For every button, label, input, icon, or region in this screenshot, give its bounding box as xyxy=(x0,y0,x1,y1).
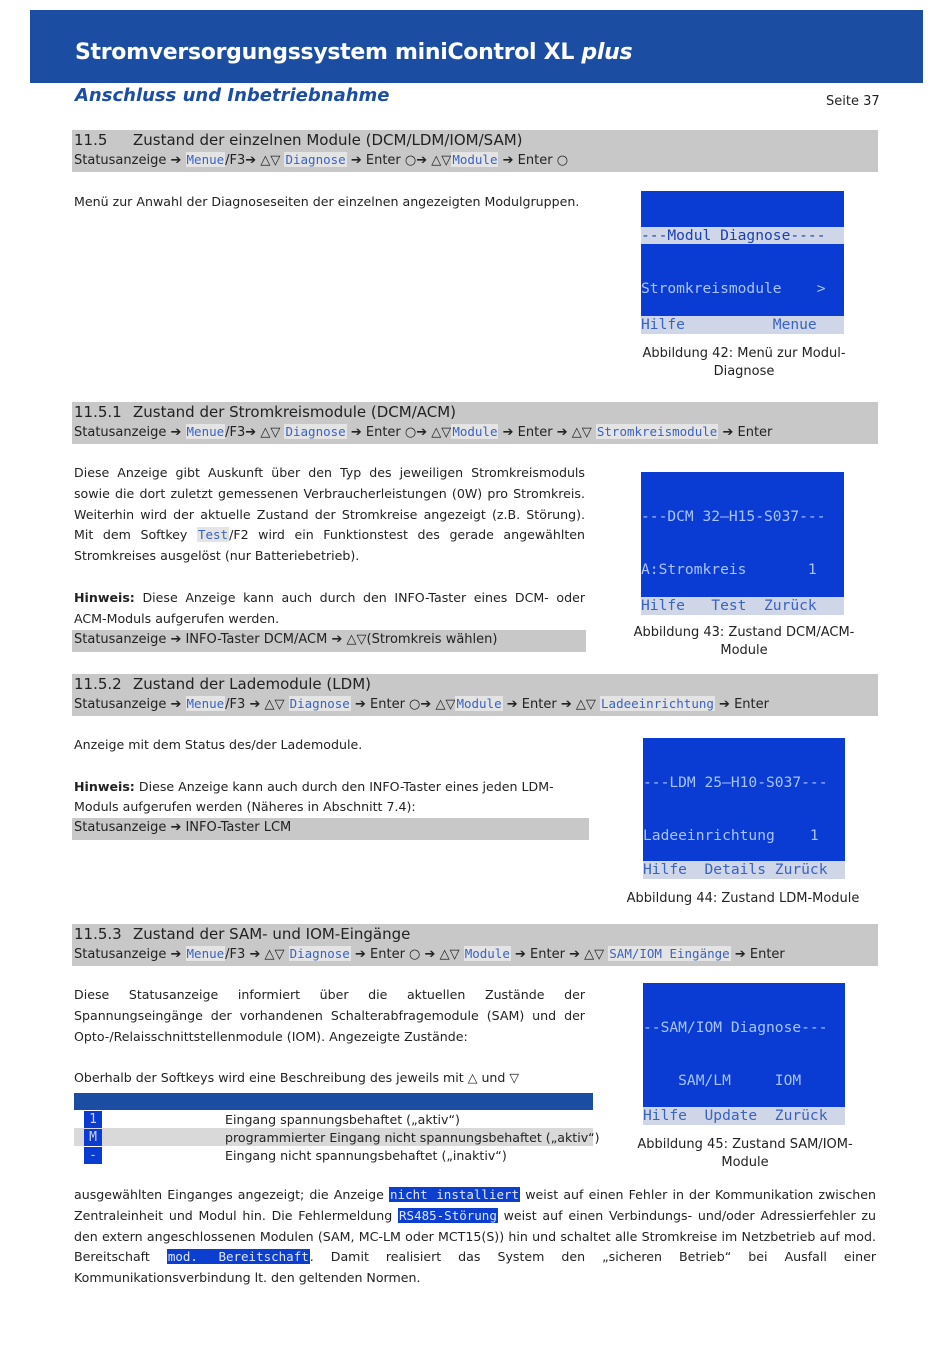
section-header-11-5-1 xyxy=(72,402,878,444)
lcd-line: ---DCM 32—H15-S037--- xyxy=(641,507,826,525)
lcd-line: A:Stromkreis 1 xyxy=(641,560,817,578)
lcd-line: SAM/LM IOM xyxy=(643,1071,802,1089)
info-path-bar: Statusanzeige ➔ INFO-Taster LCM xyxy=(72,818,589,840)
table-row: 1 Eingang spannungsbehaftet („aktiv“) xyxy=(74,1110,593,1128)
navigation-path: Statusanzeige ➔ Menue/F3 ➔ △▽ Diagnose ➔ Enter ○ ➔ △▽ Module ➔ Enter ➔ △▽ SAM/IOM Eingänge ➔ Enter xyxy=(74,946,785,962)
lcd-softkeys: Hilfe Details Zurück xyxy=(643,861,845,879)
figure-caption: Abbildung 42: Menü zur Modul-Diagnose xyxy=(642,346,846,379)
section-text: Diese Anzeige gibt Auskunft über den Typ des jeweiligen Stromkreismoduls sowie die dort zuletzt gemessenen Verbraucherleistungen (0W) pro Stromkreis. Weiterhin wird der aktuelle Zustand der Stromkreise angezeigt (z.B. Störung). Mit dem Softkey Test/F2 wird ein Funktionstest des gerade angewählten Stromkreises ausgelöst (nur Batteriebetrieb). Hinweis: Diese Anzeige kann auch durch den INFO-Taster eines DCM- oder ACM-Moduls aufgerufen werden. xyxy=(74,465,586,626)
lcd-line: ---Modul Diagnose---- xyxy=(641,227,844,245)
lcd-line: ---LDM 25—H10-S037--- xyxy=(643,773,828,791)
table-row: - Eingang nicht spannungsbehaftet („inaktiv“) xyxy=(74,1146,593,1164)
section-title: 11.5.1 Zustand der Stromkreismodule (DCM/ACM) xyxy=(74,403,457,421)
document-subtitle: Anschluss und Inbetriebnahme xyxy=(75,85,390,106)
section-text: Anzeige mit dem Status des/der Lademodule. Hinweis: Diese Anzeige kann auch durch den INFO-Taster eines jeden LDM-Moduls aufgerufen werden (Näheres in Abschnitt 7.4): xyxy=(74,737,554,815)
status-table xyxy=(74,1093,600,1164)
section-header-11-5 xyxy=(72,130,878,172)
table-header xyxy=(74,1093,593,1110)
section-text: Menü zur Anwahl der Diagnoseseiten der einzelnen angezeigten Modulgruppen. xyxy=(74,194,580,209)
lcd-line: --SAM/IOM Diagnose--- xyxy=(643,1018,828,1036)
lcd-dcm-status xyxy=(641,472,844,615)
section-title: 11.5.3 Zustand der SAM- und IOM-Eingänge xyxy=(74,925,411,943)
lcd-softkeys: Hilfe Test Zurück xyxy=(641,597,844,615)
lcd-sam-iom-status xyxy=(643,983,845,1125)
figure-caption: Abbildung 44: Zustand LDM-Module xyxy=(626,891,860,906)
navigation-path: Statusanzeige ➔ Menue/F3 ➔ △▽ Diagnose ➔ Enter ○➔ △▽Module ➔ Enter ➔ △▽ Ladeeinrichtung ➔ Enter xyxy=(74,696,769,712)
figure-caption: Abbildung 43: Zustand DCM/ACM-Module xyxy=(633,625,855,658)
section-header-11-5-3 xyxy=(72,924,878,966)
section-text: Diese Statusanzeige informiert über die aktuellen Zustände der Spannungseingänge der vorhandenen Schalterabfragemodule (SAM) und der Opto-/Relaisschnittstellenmodule (IOM). Angezeigte Zustände: Oberhalb der Softkeys wird eine Beschreibung des jeweils mit △ und ▽ xyxy=(74,987,585,1086)
figure-caption: Abbildung 45: Zustand SAM/IOM-Module xyxy=(637,1137,853,1170)
navigation-path: Statusanzeige ➔ Menue/F3➔ △▽ Diagnose ➔ Enter ○➔ △▽Module ➔ Enter ➔ △▽ Stromkreismodule ➔ Enter xyxy=(74,424,773,440)
page-number: Seite 37 xyxy=(826,94,880,109)
lcd-softkeys: Hilfe Menue xyxy=(641,316,844,334)
lcd-line: Stromkreismodule > xyxy=(641,279,826,297)
lcd-module-diagnose xyxy=(641,191,844,334)
lcd-softkeys: Hilfe Update Zurück xyxy=(643,1107,845,1125)
section-title: 11.5.2 Zustand der Lademodule (LDM) xyxy=(74,675,371,693)
lcd-ldm-status xyxy=(643,738,845,879)
lcd-line: Ladeeinrichtung 1 xyxy=(643,826,819,844)
navigation-path: Statusanzeige ➔ Menue/F3➔ △▽ Diagnose ➔ Enter ○➔ △▽Module ➔ Enter ○ xyxy=(74,152,569,168)
section-header-11-5-2 xyxy=(72,674,878,716)
table-row: M programmierter Eingang nicht spannungsbehaftet („aktiv“) xyxy=(74,1128,593,1146)
section-title: 11.5 Zustand der einzelnen Module (DCM/LDM/IOM/SAM) xyxy=(74,131,523,149)
document-title: Stromversorgungssystem miniControl XL plus xyxy=(75,40,633,65)
section-text-continued: ausgewählten Einganges angezeigt; die Anzeige nicht installiert weist auf einen Fehler in der Kommunikation zwischen Zentraleinheit und Modul hin. Die Fehlermeldung RS485-Störung weist auf einen Verbindungs- und/oder Adressierfehler zu den extern angeschlossenen Modulen (SAM, MC-LM oder MCT15(S)) hin und schaltet alle Stromkreise im Netzbetrieb auf mod. Bereitschaft mod. Bereitschaft. Damit realisiert das System den „sicheren Betrieb“ bei Ausfall einer Kommunikationsverbindung lt. den geltenden Normen. xyxy=(74,1187,876,1286)
info-path-bar: Statusanzeige ➔ INFO-Taster DCM/ACM ➔ △▽(Stromkreis wählen) xyxy=(72,630,586,652)
